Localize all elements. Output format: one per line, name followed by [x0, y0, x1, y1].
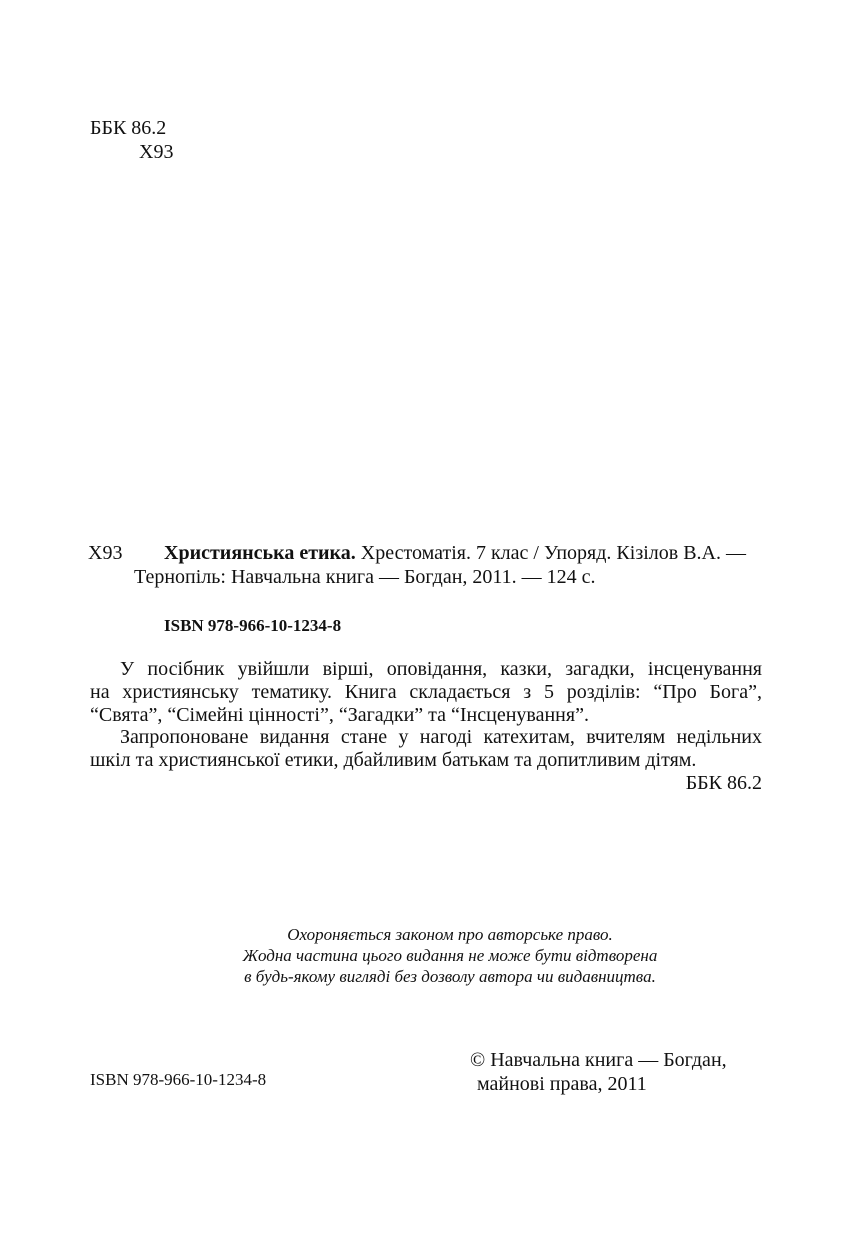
annotation-line: Запропоноване видання стане у нагоді катехитам, вчителям недільних — [120, 726, 762, 748]
copyright-notice-line: в будь-якому вигляді без дозволу автора чи видавництва. — [244, 967, 656, 986]
copyright-notice-line: Охороняється законом про авторське право. — [287, 925, 613, 944]
book-title: Християнська етика. — [164, 542, 356, 564]
annotation-line: шкіл та християнської етики, дбайливим батькам та допитливим дітям. — [90, 749, 697, 771]
annotation-paragraph-2 — [90, 726, 762, 772]
annotation-line: У посібник увійшли вірші, оповідання, казки, загадки, інсценування — [120, 658, 762, 680]
bibliographic-entry-line-1 — [164, 541, 746, 565]
copyright-holder: © Навчальна книга — Богдан, — [470, 1049, 727, 1071]
bbk-index-annotation: ББК 86.2 — [685, 772, 762, 794]
bibliographic-entry-details: Хрестоматія. 7 клас / Упоряд. Кізілов В.А. — — [355, 542, 746, 564]
entry-author-code: Х93 — [88, 542, 123, 564]
copyright-notice-line: Жодна частина цього видання не може бути відтворена — [242, 946, 658, 965]
annotation-paragraph-1 — [90, 658, 762, 727]
annotation-line: на християнську тематику. Книга складається з 5 розділів: “Про Бога”, — [90, 681, 762, 703]
bibliographic-entry-line-2: Тернопіль: Навчальна книга — Богдан, 2011. — 124 с. — [134, 566, 596, 588]
isbn-entry: ISBN 978-966-10-1234-8 — [164, 616, 342, 635]
annotation-line: “Свята”, “Сімейні цінності”, “Загадки” та “Інсценування”. — [90, 704, 589, 726]
copyright-notice — [150, 924, 750, 987]
bbk-index-top: ББК 86.2 — [90, 117, 167, 139]
author-code-top: Х93 — [139, 141, 174, 163]
copyright-rights: майнові права, 2011 — [477, 1073, 647, 1095]
isbn-footer: ISBN 978-966-10-1234-8 — [90, 1070, 267, 1089]
